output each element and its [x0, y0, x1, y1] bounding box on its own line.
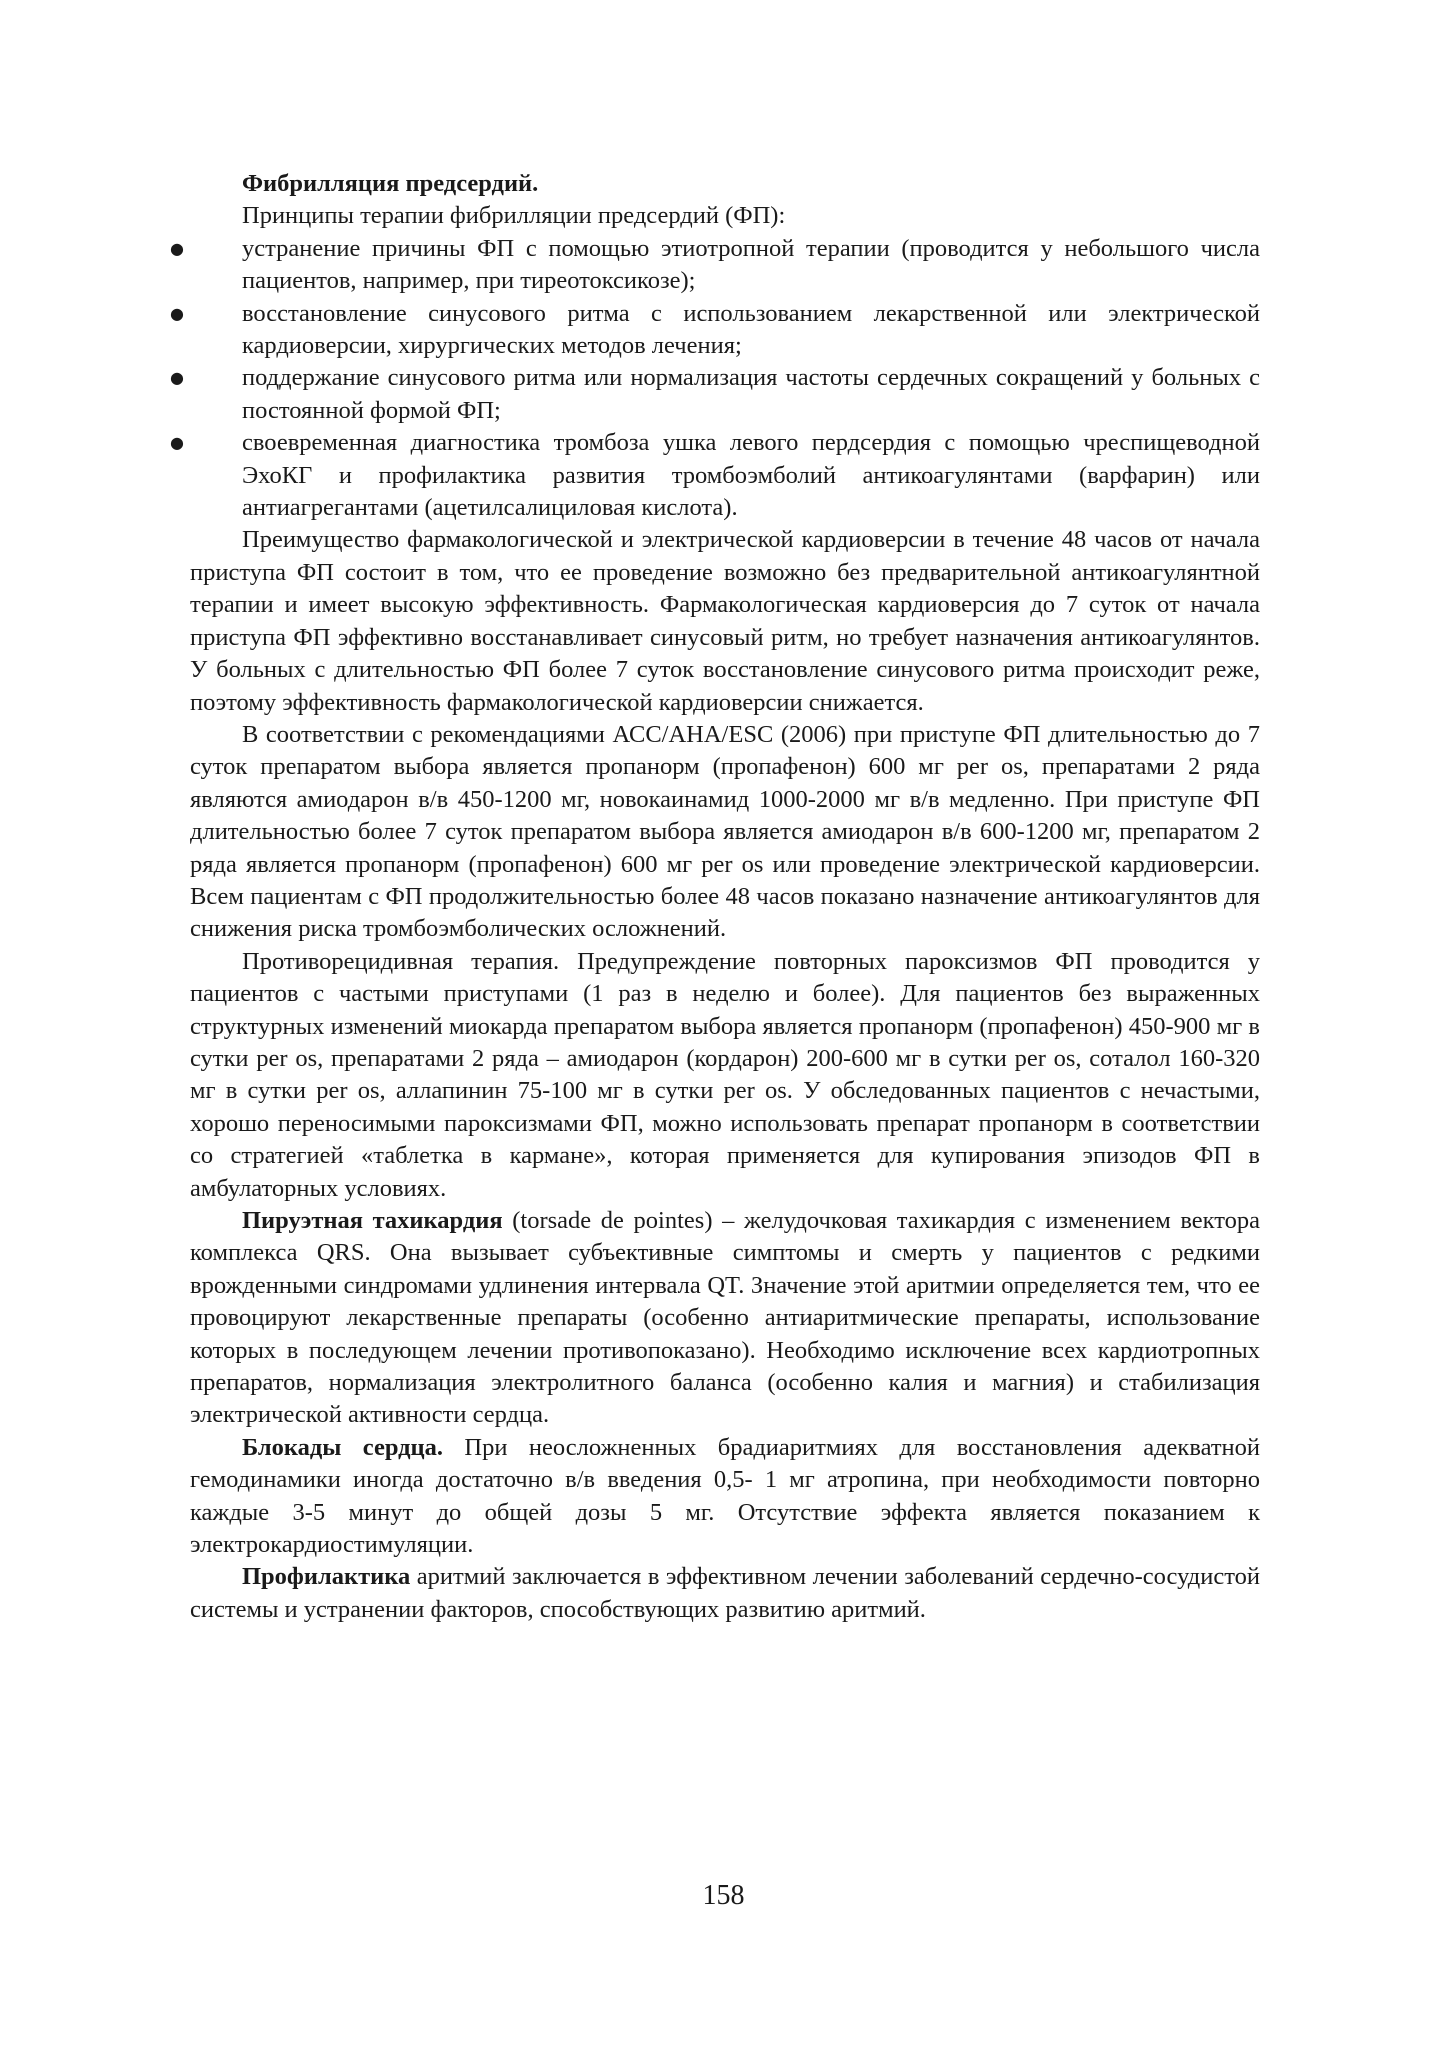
term-prevention: Профилактика [242, 1563, 411, 1591]
list-item [170, 298, 1260, 363]
paragraph-acc-aha-esc-recommendations: В соответствии с рекомендациями АСС/АНА/ESC (2006) при приступе ФП длительностью до 7 суток препаратом выбора является пропанорм (пропафенон) 600 мг per os, препаратами 2 ряда являются амиодарон в/в 450-1200 мг, новокаинамид 1000-2000 мг в/в медленно. При приступе ФП длительностью более 7 суток препаратом выбора является амиодарон в/в 600-1200 мг, препаратом 2 ряда является пропанорм (пропафенон) 600 мг per os или проведение электрической кардиоверсии. Всем пациентам с ФП продолжительностью более 48 часов показано назначение антикоагулянтов для снижения риска тромбоэмболических осложнений. [190, 720, 1260, 943]
section-title: Фибрилляция предсердий. [242, 170, 539, 197]
list-item-text: своевременная диагностика тромбоза ушка левого пердсердия с помощью чреспищеводной ЭхоКГ и профилактика развития тромбоэмболий антикоагулянтами (варфарин) или антиагрегантами (ацетилсалициловая кислота). [242, 429, 1260, 522]
page-number: 158 [702, 1880, 745, 1911]
paragraph-torsade-de-pointes [190, 1205, 1260, 1432]
list-item-text: устранение причины ФП с помощью этиотропной терапии (проводится у небольшого числа пациентов, например, при тиреотоксикозе); [242, 234, 1260, 295]
list-item [170, 362, 1260, 427]
bullet-icon: ● [170, 433, 184, 453]
bullet-icon: ● [170, 368, 184, 388]
page-body [170, 168, 1261, 1626]
paragraph-text: При неосложненных брадиаритмиях для восстановления адекватной гемодинамики иногда достаточно в/в введения 0,5- 1 мг атропина, при необходимости повторно каждые 3-5 минут до общей дозы 5 мг. Отсутствие эффекта является показанием к электрокардиостимуляции. [190, 1433, 1261, 1559]
paragraph-heart-blocks [190, 1432, 1260, 1562]
bullet-icon: ● [170, 238, 184, 258]
term-heart-blocks: Блокады сердца. [242, 1433, 444, 1461]
paragraph-text: аритмий заключается в эффективном лечении заболеваний сердечно-сосудистой системы и устранении факторов, способствующих развитию аритмий. [190, 1563, 1260, 1623]
section-intro: Принципы терапии фибрилляции предсердий (ФП): [242, 202, 786, 230]
list-item [170, 427, 1260, 524]
principles-list [170, 233, 1260, 525]
paragraph-prevention [190, 1561, 1260, 1626]
paragraph-cardioversion-advantage: Преимущество фармакологической и электрической кардиоверсии в течение 48 часов от начала приступа ФП состоит в том, что ее проведение возможно без предварительной антикоагулянтной терапии и имеет высокую эффективность. Фармакологическая кардиоверсия до 7 суток от начала приступа ФП эффективно восстанавливает синусовый ритм, но требует назначения антикоагулянтов. У больных с длительностью ФП более 7 суток восстановление синусового ритма происходит реже, поэтому эффективность фармакологической кардиоверсии снижается. [190, 526, 1260, 716]
term-torsade: Пируэтная тахикардия [242, 1207, 503, 1234]
list-item-text: поддержание синусового ритма или нормализация частоты сердечных сокращений у больных с постоянной формой ФП; [242, 364, 1260, 424]
list-item-text: восстановление синусового ритма с использованием лекарственной или электрической кардиоверсии, хирургических методов лечения; [242, 299, 1260, 360]
bullet-icon: ● [170, 303, 184, 323]
paragraph-text: (torsade de pointes) – желудочковая тахикардия с изменением вектора комплекса QRS. Она вызывает субъективные симптомы и смерть у пациентов с редкими врожденными синдромами удлинения интервала QT. Значение этой аритмии определяется тем, что ее провоцируют лекарственные препараты (особенно антиаритмические препараты, использование которых в последующем лечении противопоказано). Необходимо исключение всех кардиотропных препаратов, нормализация электролитного баланса (особенно калия и магния) и стабилизация электрической активности сердца. [190, 1207, 1260, 1429]
paragraph-anti-relapse-therapy: Противорецидивная терапия. Предупреждение повторных пароксизмов ФП проводится у пациентов с частыми приступами (1 раз в неделю и более). Для пациентов без выраженных структурных изменений миокарда препаратом выбора является пропанорм (пропафенон) 450-900 мг в сутки per os, препаратами 2 ряда – амиодарон (кордарон) 200-600 мг в сутки per os, соталол 160-320 мг в сутки per os, аллапинин 75-100 мг в сутки per os. У обследованных пациентов с нечастыми, хорошо переносимыми пароксизмами ФП, можно использовать препарат пропанорм в соответствии со стратегией «таблетка в кармане», которая применяется для купирования эпизодов ФП в амбулаторных условиях. [190, 947, 1260, 1202]
list-item [170, 233, 1260, 298]
